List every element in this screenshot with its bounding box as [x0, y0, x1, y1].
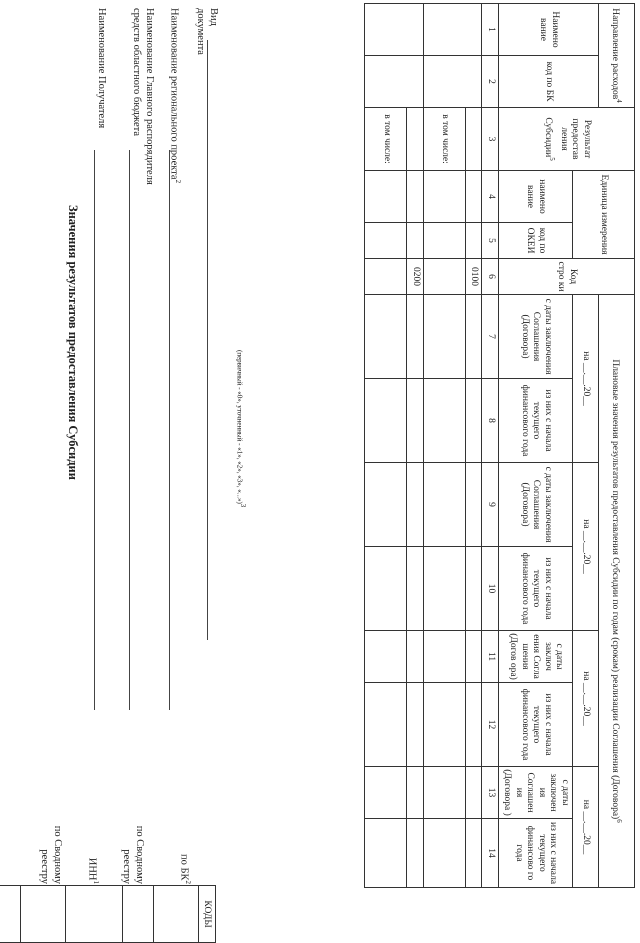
- cell-value[interactable]: [466, 379, 483, 463]
- col-number: 4: [482, 171, 499, 223]
- doc-kind-label-line-1: Вид: [208, 8, 219, 26]
- svod-reestr-1-line-1: по Сводному: [52, 825, 63, 884]
- cell-okei[interactable]: [424, 223, 466, 259]
- header-plan-sup: 6: [615, 819, 624, 823]
- manager-label-line-1: Наименование Главного распорядителя: [144, 8, 155, 185]
- col-number: 5: [482, 223, 499, 259]
- table-row: [424, 4, 466, 888]
- col-number: 1: [482, 4, 499, 56]
- cell-okei[interactable]: [365, 223, 407, 259]
- bk-label-text: по БК: [178, 853, 190, 881]
- header-direction: [599, 4, 635, 108]
- table-row: [407, 4, 424, 888]
- cell-okei[interactable]: [466, 223, 483, 259]
- cell-value[interactable]: [365, 819, 407, 888]
- cell-value[interactable]: [466, 547, 483, 631]
- header-result-text: Результат предостав ления Субсидии: [542, 117, 592, 160]
- cell-unit-name[interactable]: [424, 171, 466, 223]
- cell-including-note: в том числе:: [424, 108, 466, 171]
- col-from-conclusion-4: с даты заключен ия Соглашен ия (Договора ): [499, 767, 573, 819]
- cell-row-code: 0100: [466, 259, 483, 295]
- cell-value[interactable]: [424, 547, 466, 631]
- svod-reestr-2-line-1: по Сводному: [134, 825, 145, 884]
- header-unit-name: наимено вание: [499, 171, 573, 223]
- col-number: 14: [482, 819, 499, 888]
- col-number: 2: [482, 56, 499, 108]
- cell-unit-name[interactable]: [466, 171, 483, 223]
- cell-unit-name[interactable]: [365, 171, 407, 223]
- col-number: 7: [482, 295, 499, 379]
- col-from-conclusion-2: с даты заключения Соглашения (Договора): [499, 463, 573, 547]
- doc-kind-label-line-2: документа: [195, 8, 206, 55]
- project-line: [169, 150, 170, 710]
- cell-value[interactable]: [466, 683, 483, 767]
- period-2: на __.__.20__: [573, 463, 599, 631]
- page-title: Значения результатов предоставления Субсидии: [66, 205, 80, 480]
- col-number: 11: [482, 631, 499, 683]
- cell-value[interactable]: [365, 547, 407, 631]
- svod-reestr-1-line-2: реестру: [39, 849, 50, 884]
- cell-value[interactable]: [424, 631, 466, 683]
- doc-kind-hint: [236, 350, 247, 507]
- cell-value[interactable]: [407, 767, 424, 819]
- project-label-sup: 2: [174, 179, 182, 184]
- header-unit: Единица измерения: [573, 171, 635, 259]
- cell-value[interactable]: [424, 295, 466, 379]
- doc-kind-hint-text: (первичный - «0», уточненный - «1», «2», «3», «...»): [235, 350, 244, 504]
- col-number: 6: [482, 259, 499, 295]
- inn-label-sup: 1: [92, 880, 100, 884]
- cell-result[interactable]: [407, 108, 424, 171]
- header-row-code: Код стро ки: [499, 259, 635, 295]
- header-direction-text: Направление расходов: [610, 8, 621, 100]
- cell-value[interactable]: [407, 295, 424, 379]
- cell-value[interactable]: [466, 631, 483, 683]
- codes-cell-inn[interactable]: [123, 886, 154, 943]
- cell-value[interactable]: [407, 547, 424, 631]
- codes-cell-svod-2[interactable]: [66, 886, 123, 943]
- cell-value[interactable]: [365, 683, 407, 767]
- cell-value[interactable]: [365, 463, 407, 547]
- doc-kind-hint-sup: 3: [239, 503, 247, 508]
- cell-value[interactable]: [407, 631, 424, 683]
- col-number: 13: [482, 767, 499, 819]
- col-number: 8: [482, 379, 499, 463]
- cell-value[interactable]: [424, 463, 466, 547]
- cell-value[interactable]: [365, 379, 407, 463]
- cell-unit-name[interactable]: [407, 171, 424, 223]
- cell-bk-code[interactable]: [365, 56, 424, 108]
- header-direction-sup: 4: [615, 99, 624, 103]
- table-row: [466, 4, 483, 888]
- col-from-conclusion-3: с даты заключ ения Согла шения (Догов ора): [499, 631, 573, 683]
- cell-value[interactable]: [424, 819, 466, 888]
- codes-cell-doc[interactable]: [0, 886, 21, 943]
- header-plan: [599, 295, 635, 888]
- table-row: [365, 4, 407, 888]
- cell-bk-code[interactable]: [424, 56, 483, 108]
- header-name: Наимено вание: [499, 4, 599, 56]
- cell-including-note: в том числе:: [365, 108, 407, 171]
- col-from-year-start-2: из них с начала текущего финансового года: [499, 547, 573, 631]
- period-1: на __.__.20__: [573, 295, 599, 463]
- cell-value[interactable]: [365, 295, 407, 379]
- header-unit-okei: код по ОКЕИ: [499, 223, 573, 259]
- cell-value[interactable]: [365, 631, 407, 683]
- col-number: 9: [482, 463, 499, 547]
- svod-reestr-2-line-2: реестру: [121, 849, 132, 884]
- cell-value[interactable]: [424, 379, 466, 463]
- svod-reestr-1-label: [38, 806, 64, 884]
- cell-result[interactable]: [466, 108, 483, 171]
- recipient-label: Наименование Получателя: [96, 8, 107, 129]
- col-number: 12: [482, 683, 499, 767]
- codes-cell-svod-1[interactable]: [154, 886, 199, 943]
- col-from-year-start-4: из них с начала текущего финансово го года: [499, 819, 573, 888]
- bk-label-sup: 2: [184, 880, 192, 884]
- cell-value[interactable]: [424, 683, 466, 767]
- project-label-text: Наименование регионального проекта: [168, 8, 180, 180]
- codes-header: КОДЫ: [199, 886, 216, 943]
- recipient-line: [94, 150, 95, 710]
- codes-box: [0, 885, 216, 943]
- manager-label: [130, 8, 156, 268]
- header-result-sup: 5: [548, 157, 557, 161]
- inn-label-text: ИНН: [86, 857, 98, 881]
- header-bk-code: код по БК: [499, 56, 599, 108]
- cell-name[interactable]: [424, 4, 483, 56]
- cell-name[interactable]: [365, 4, 424, 56]
- svod-reestr-2-label: [120, 806, 146, 884]
- header-result: [499, 108, 635, 171]
- cell-row-code: [365, 259, 407, 295]
- bk-label: [178, 806, 195, 884]
- manager-label-line-2: средств областного бюджета: [131, 8, 142, 137]
- cell-row-code: [424, 259, 466, 295]
- cell-value[interactable]: [424, 767, 466, 819]
- period-4: на __.__.20__: [573, 767, 599, 888]
- cell-value[interactable]: [466, 295, 483, 379]
- results-table: [365, 3, 636, 888]
- cell-value[interactable]: [407, 683, 424, 767]
- col-number: 10: [482, 547, 499, 631]
- col-from-year-start-3: из них с начала текущего финансового года: [499, 683, 573, 767]
- cell-value[interactable]: [466, 819, 483, 888]
- col-from-conclusion-1: с даты заключения Соглашения (Договора): [499, 295, 573, 379]
- cell-value[interactable]: [466, 463, 483, 547]
- cell-okei[interactable]: [407, 223, 424, 259]
- codes-cell-bk[interactable]: [21, 886, 66, 943]
- col-from-year-start-1: из них с начала текущего финансового года: [499, 379, 573, 463]
- period-3: на __.__.20__: [573, 631, 599, 767]
- doc-kind-line: [207, 40, 208, 640]
- cell-value[interactable]: [365, 767, 407, 819]
- cell-value[interactable]: [466, 767, 483, 819]
- cell-value[interactable]: [407, 819, 424, 888]
- cell-value[interactable]: [407, 379, 424, 463]
- inn-label: [86, 806, 103, 884]
- header-plan-text: Плановые значения результатов предоставления Субсидии по годам (срокам) реализации Соглашения (Договора): [610, 359, 621, 820]
- manager-line: [129, 150, 130, 710]
- col-number: 3: [482, 108, 499, 171]
- cell-row-code: 0200: [407, 259, 424, 295]
- cell-value[interactable]: [407, 463, 424, 547]
